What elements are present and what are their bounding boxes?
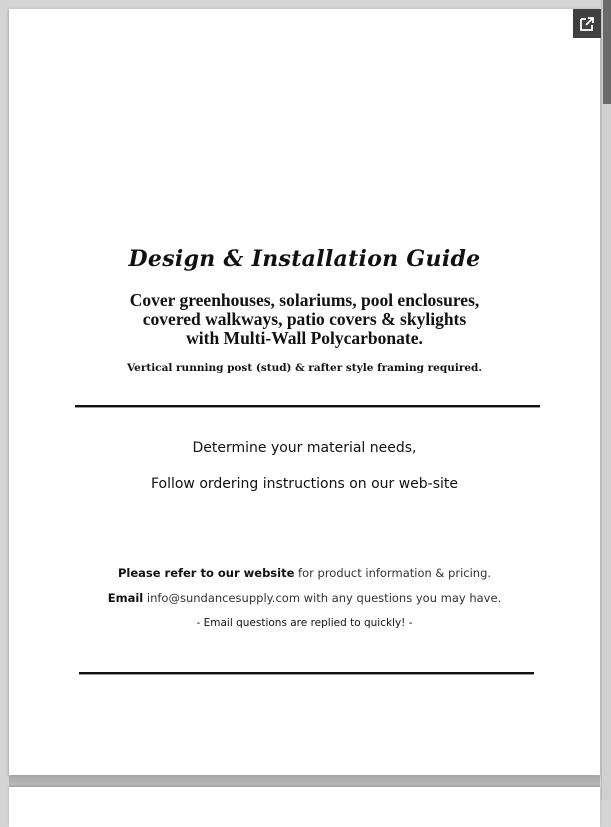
divider-top bbox=[75, 405, 540, 408]
scrollbar-thumb[interactable] bbox=[603, 0, 611, 104]
info-email-line bbox=[9, 591, 600, 605]
info-website-text: for product information & pricing. bbox=[294, 566, 492, 580]
pdf-page-1 bbox=[9, 9, 600, 775]
framing-note: Vertical running post (stud) & rafter style framing required. bbox=[126, 362, 483, 374]
step-ordering-instructions: Follow ordering instructions on our web-site bbox=[150, 476, 459, 492]
info-email-bold: Email bbox=[107, 591, 144, 605]
subtitle-line: Cover greenhouses, solariums, pool enclosures, bbox=[129, 290, 480, 310]
document-title: Design & Installation Guide bbox=[128, 246, 481, 272]
subtitle-line: covered walkways, patio covers & skylights bbox=[142, 309, 467, 329]
pdf-page-2 bbox=[9, 787, 600, 827]
divider-bottom bbox=[79, 672, 534, 675]
info-website-bold: Please refer to our website bbox=[117, 566, 295, 580]
subtitle-line: with Multi-Wall Polycarbonate. bbox=[186, 328, 423, 348]
open-external-button[interactable] bbox=[573, 9, 601, 38]
document-subtitle bbox=[9, 291, 600, 348]
info-email-text: info@sundancesupply.com with any questions you may have. bbox=[143, 591, 502, 605]
step-determine-needs: Determine your material needs, bbox=[192, 440, 417, 456]
page-gap bbox=[9, 776, 600, 787]
vertical-scrollbar[interactable] bbox=[601, 0, 611, 800]
info-website-line bbox=[9, 566, 600, 580]
open-in-new-icon bbox=[579, 16, 595, 32]
info-reply-note: - Email questions are replied to quickly! - bbox=[196, 617, 413, 629]
